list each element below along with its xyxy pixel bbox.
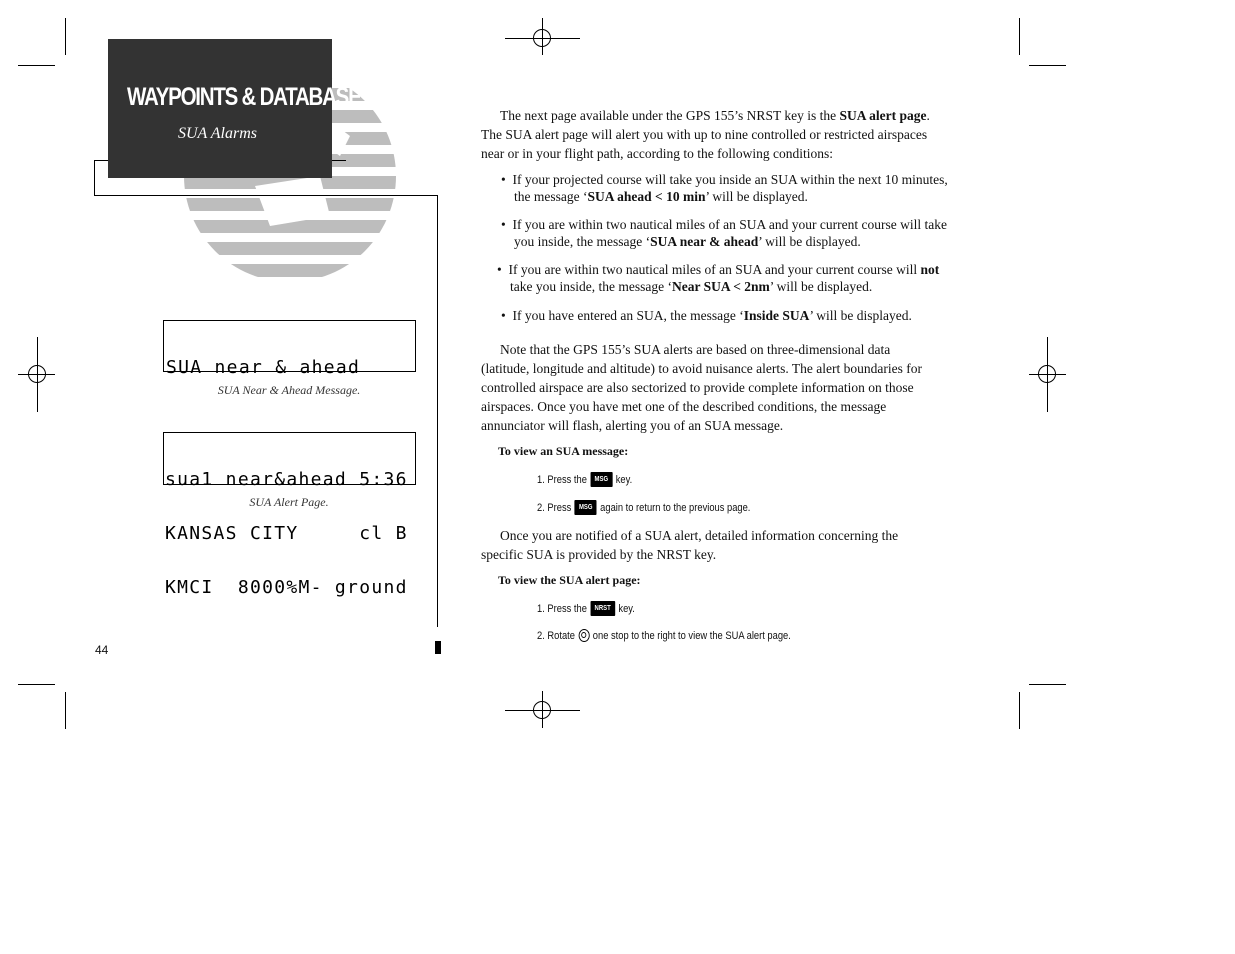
text: key. [618,602,635,615]
frame-line [332,160,346,161]
procedure-heading: To view an SUA message: [498,444,629,458]
frame-line [94,195,438,196]
procedure-step [537,472,632,487]
text: 1. Press the [537,602,587,615]
crop-mark [1019,18,1020,55]
bold-text: not [920,262,940,277]
text: again to return to the previous page. [600,501,751,514]
bullet-item: • If you have entered an SUA, the message ‘Inside SUA’ will be displayed. [501,308,912,323]
bold-text: SUA alert page [839,108,927,123]
lcd-line: sua1 near&ahead 5:36 [165,469,408,490]
bold-text: SUA near & ahead [650,233,759,249]
crop-mark [1029,65,1066,66]
section-header [108,39,361,178]
frame-line [437,195,438,627]
text: ’ will be displayed. [705,188,808,204]
text: . The SUA alert page will alert you with up to nine controlled or restricted airspaces near or in your flight path, according to the following conditions: [481,108,930,161]
frame-line [94,160,108,161]
figure-caption: SUA Alert Page. [249,495,329,509]
text: If your projected course will take you inside an SUA within the next 10 minutes, the message ‘ [512,172,948,204]
text: 1. Press the [537,473,587,486]
registration-circle [28,365,46,383]
procedure-step [537,500,750,515]
page-number: 44 [95,643,109,657]
procedure-step [537,629,791,642]
bullet-item: • If you are within two nautical miles of an SUA and your current course will not take you inside, the message ‘Near SUA < 2nm’ will be displayed. [497,262,940,294]
registration-circle [533,29,551,47]
figure-caption: SUA Near & Ahead Message. [217,383,361,397]
crop-mark [1029,684,1066,685]
text: If you are within two nautical miles of an SUA and your current course will take you inside, the message ‘ [512,217,947,249]
bullet-item: • If your projected course will take you inside an SUA within the next 10 minutes, the message ‘SUA ahead < 10 min’ will be displayed. [501,172,948,204]
procedure-heading: To view the SUA alert page: [498,573,641,587]
text: The next page available under the GPS 155’s NRST key is the [500,108,840,123]
lcd-line: KANSAS CITY cl B [165,523,408,544]
knob-icon [578,629,589,642]
text: ’ will be displayed. [809,308,912,323]
page-marker [435,641,441,654]
registration-circle [1038,365,1056,383]
section-subtitle: SUA Alarms [178,125,257,142]
text: ’ will be displayed. [758,233,861,249]
registration-circle [533,701,551,719]
text: If you have entered an SUA, the message ‘ [512,308,744,323]
crop-mark [65,692,66,729]
msg-key-icon: MSG [575,500,597,515]
text: key. [615,473,633,486]
text: 2. Press [537,501,572,514]
crop-mark [18,684,55,685]
frame-line [94,160,95,195]
bullet-item: • If you are within two nautical miles of an SUA and your current course will take you inside, the message ‘SUA near & ahead’ will be displayed. [501,217,947,249]
crop-mark [1019,692,1020,729]
text: one stop to the right to view the SUA alert page. [592,629,791,642]
note-paragraph: Note that the GPS 155’s SUA alerts are based on three-dimensional data (latitude, longitude and altitude) to avoid nuisance alerts. The alert boundaries for controlled airspace are also sectorized to provide complete information on those airspaces. Once you have met one of the described conditions, the message annunciator will flash, alerting you of an SUA message. [481,342,922,433]
procedure-step [537,601,635,616]
crop-mark [18,65,55,66]
info-paragraph: Once you are notified of a SUA alert, detailed information concerning the specific SUA is provided by the NRST key. [481,528,899,562]
text: take you inside, the message ‘ [510,278,672,294]
text: If you are within two nautical miles of an SUA and your current course will [508,262,921,277]
lcd-screen-message [163,320,416,378]
lcd-line: SUA near & ahead [166,357,361,378]
crop-mark [65,18,66,55]
bold-text: SUA ahead < 10 min [587,188,706,204]
bold-text: Near SUA < 2nm [671,278,770,294]
nrst-key-icon: NRST [590,601,615,616]
bold-text: Inside SUA [743,308,810,323]
text: ’ will be displayed. [769,278,873,294]
intro-paragraph [481,106,941,163]
section-title: WAYPOINTS & DATABASE [127,83,361,111]
text: 2. Rotate [537,629,575,642]
msg-key-icon: MSG [590,472,612,487]
lcd-line: KMCI 8000%M- ground [165,577,408,598]
